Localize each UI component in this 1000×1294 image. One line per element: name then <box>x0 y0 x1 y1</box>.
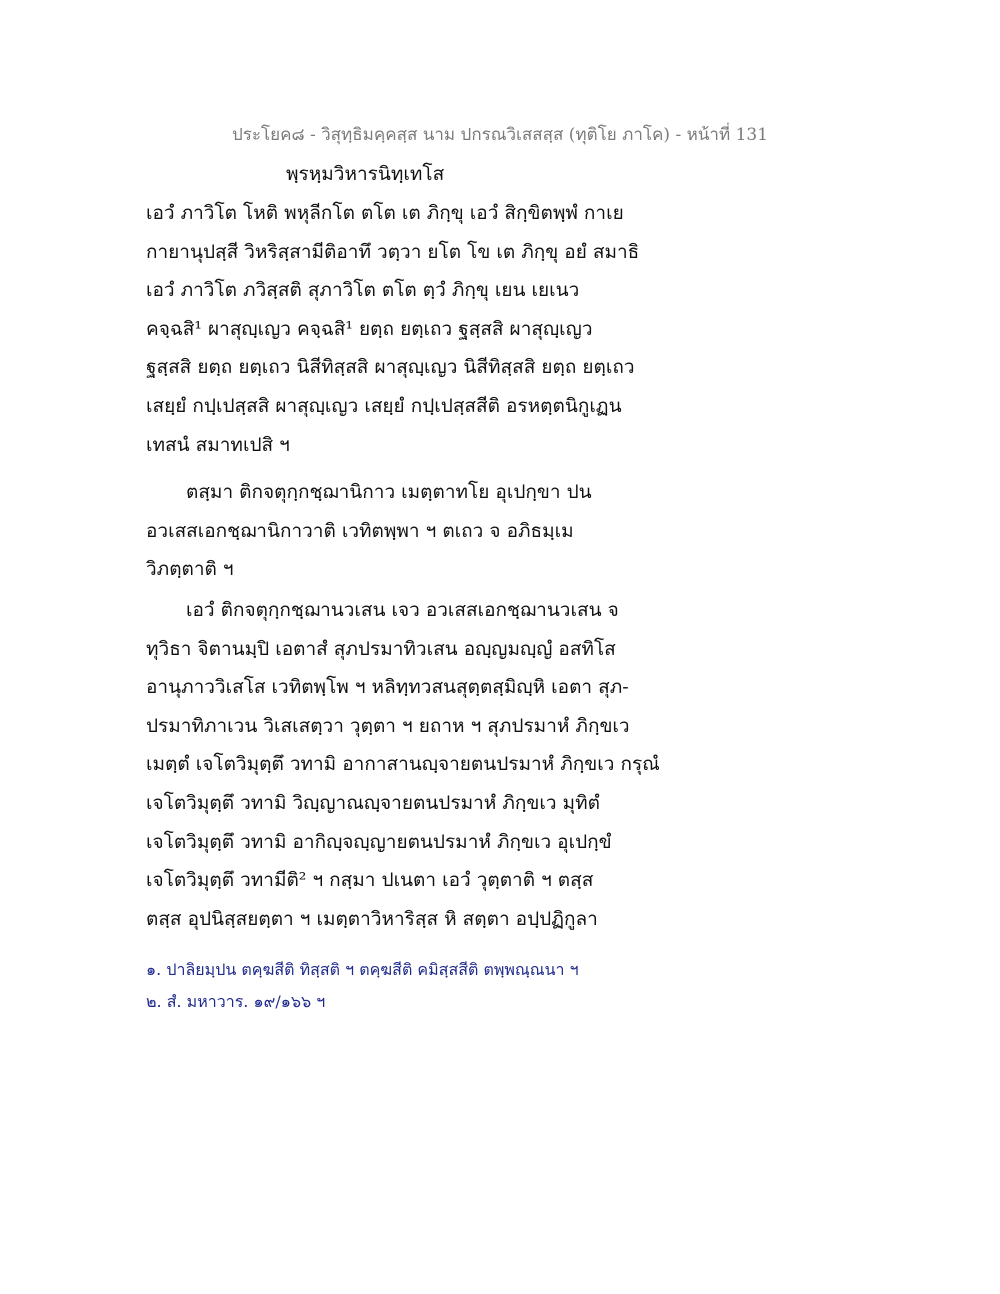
text-line: ตสฺส อุปนิสฺสยตฺตา ฯ เมตฺตาวิหาริสฺส หิ สตฺตา อปฺปฏิกูลา <box>146 907 598 930</box>
footnote-2: ๒. สํ. มหาวาร. ๑๙/๑๖๖ ฯ <box>146 992 326 1011</box>
footnotes <box>146 954 579 1018</box>
text-line: อานุภาววิเสโส เวทิตพฺโพ ฯ หลิทฺทวสนสุตฺตสฺมิญฺหิ เอตา สุภ- <box>146 676 629 699</box>
text-line: ฐสฺสสิ ยตฺถ ยตฺเถว นิสีทิสฺสสิ ผาสุญฺเญว นิสีทิสฺสสิ ยตฺถ ยตฺเถว <box>146 356 635 379</box>
text-line: ตสฺมา ติกจตุกฺกชฺฌานิกาว เมตฺตาทโย อุเปกฺขา ปน <box>186 481 592 503</box>
text-line: เอวํ ภาวิโต ภวิสฺสติ สุภาวิโต ตโต ตฺวํ ภิกฺขุ เยน เยเนว <box>146 279 580 302</box>
paragraph-2 <box>146 473 706 589</box>
text-line: กายานุปสฺสี วิหริสฺสามีติอาทึ วตฺวา ยโต โข เต ภิกฺขุ อยํ สมาธิ <box>146 240 640 263</box>
paragraph-1 <box>146 194 706 464</box>
text-line: คจฺฉสิ¹ ผาสุญฺเญว คจฺฉสิ¹ ยตฺถ ยตฺเถว ฐสฺสสิ ผาสุญฺเญว <box>146 317 593 340</box>
text-line: เจโตวิมุตฺตึ วทามิ วิญฺญาณญฺจายตนปรมาหํ ภิกฺขเว มุทิตํ <box>146 791 600 814</box>
running-header: ประโยค๘ - วิสุทฺธิมคฺคสฺส นาม ปกรณวิเสสสฺส (ทุติโย ภาโค) - หน้าที่ 131 <box>231 125 769 145</box>
text-line: วิภตฺตาติ ฯ <box>146 558 234 581</box>
text-line: ปรมาทิภาเวน วิเสเสตฺวา วุตฺตา ฯ ยถาห ฯ สุภปรมาหํ ภิกฺขเว <box>146 714 630 737</box>
section-title: พฺรหฺมวิหารนิทฺเทโส <box>286 163 445 185</box>
text-line: เอวํ ภาวิโต โหติ พหุลีกโต ตโต เต ภิกฺขุ เอวํ สิกฺขิตพฺพํ กาเย <box>146 202 624 224</box>
text-line: เทสนํ สมาทเปสิ ฯ <box>146 433 290 456</box>
text-line: เอวํ ติกจตุกฺกชฺฌานวเสน เจว อวเสสเอกชฺฌานวเสน จ <box>186 599 619 621</box>
paragraph-3 <box>146 591 706 938</box>
text-line: ทุวิธา จิตานมฺปิ เอตาสํ สุภปรมาทิวเสน อญฺญมญฺญํ อสทิโส <box>146 637 616 660</box>
text-line: อวเสสเอกชฺฌานิกาวาติ เวทิตพฺพา ฯ ตเถว จ อภิธมฺเม <box>146 519 574 542</box>
text-line: เจโตวิมุตฺตึ วทามิ อากิญฺจญฺญายตนปรมาหํ ภิกฺขเว อุเปกฺขํ <box>146 830 612 853</box>
text-line: เสยฺยํ กปฺเปสฺสสิ ผาสุญฺเญว เสยฺยํ กปฺเปสฺสสีติ อรหตฺตนิกูเฏน <box>146 394 622 417</box>
text-line: เจโตวิมุตฺตึ วทามีติ² ฯ กสฺมา ปเนตา เอวํ วุตฺตาติ ฯ ตสฺส <box>146 869 594 892</box>
footnote-1: ๑. ปาลิยมฺปน ตคฺฆสีติ ทิสฺสติ ฯ ตคฺฆสีติ คมิสฺสสีติ ตพฺพณฺณนา ฯ <box>146 960 579 979</box>
text-line: เมตฺตํ เจโตวิมุตฺตึ วทามิ อากาสานญฺจายตนปรมาหํ ภิกฺขเว กรุณํ <box>146 753 660 776</box>
